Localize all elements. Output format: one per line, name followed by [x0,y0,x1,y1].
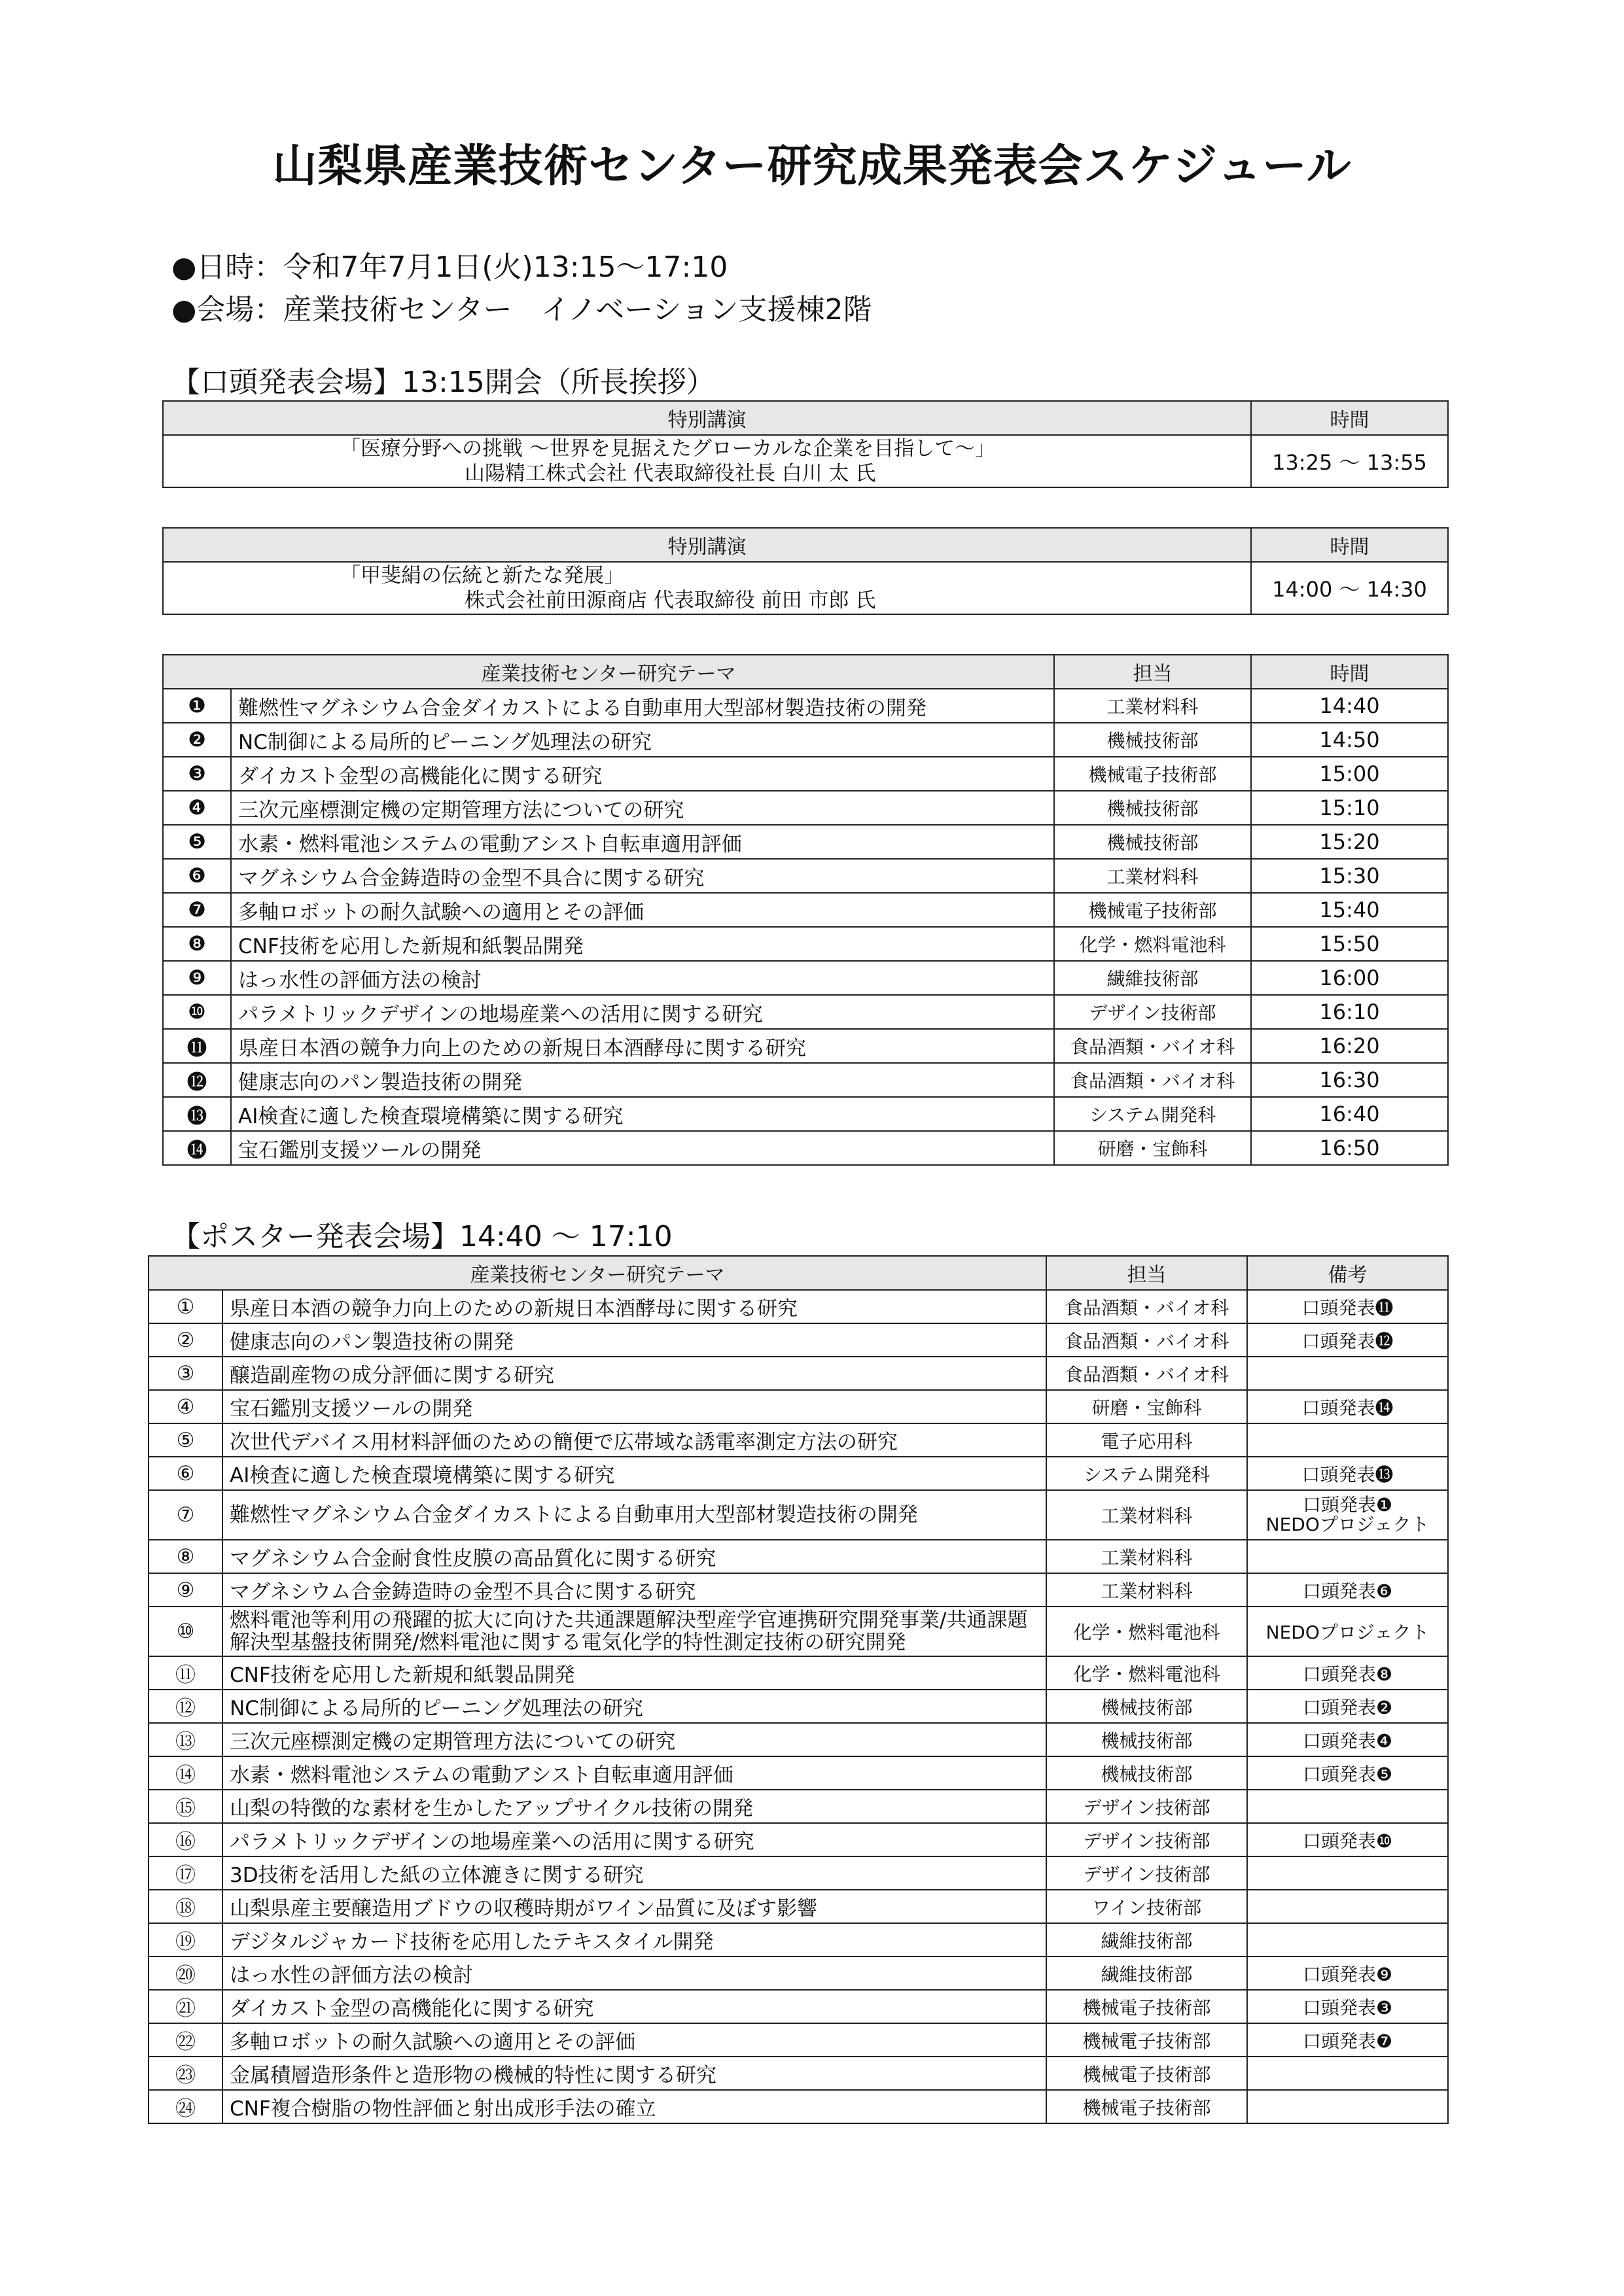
table-row [149,1457,1448,1490]
table-row [149,1923,1448,1957]
table-row [149,2090,1448,2123]
table-row [149,1823,1448,1856]
department: デザイン技術部 [1046,1856,1247,1890]
department: 機械電子技術部 [1046,2090,1247,2123]
row-number: ❺ [163,825,231,859]
table-row [149,1607,1448,1656]
remarks [1247,1540,1448,1573]
row-number: ⑧ [149,1540,222,1573]
department: 食品酒類・バイオ科 [1054,1029,1251,1063]
research-theme: 難燃性マグネシウム合金ダイカストによる自動車用大型部材製造技術の開発 [222,1490,1046,1540]
row-number: ⓬ [163,1063,231,1097]
presentation-time: 16:00 [1251,961,1448,995]
presentation-time: 14:40 [1251,689,1448,723]
dept-column-header: 担当 [1046,1256,1247,1290]
department: 機械電子技術部 [1054,893,1251,927]
event-date: ●日時：令和7年7月1日(火)13:15～17:10 [171,251,728,284]
table-row [149,1756,1448,1790]
department: 工業材料科 [1046,1490,1247,1540]
research-theme: 健康志向のパン製造技術の開発 [231,1063,1054,1097]
remarks [1247,1923,1448,1957]
row-number: ❶ [163,689,231,723]
research-theme: 多軸ロボットの耐久試験への適用とその評価 [231,893,1054,927]
table-row [149,1290,1448,1323]
department: 機械技術部 [1046,1690,1247,1723]
row-number: ① [149,1290,222,1323]
remark-line: NEDOプロジェクト [1265,1622,1430,1643]
table-row [163,757,1448,791]
presentation-time: 15:10 [1251,791,1448,825]
research-theme: 三次元座標測定機の定期管理方法についての研究 [222,1723,1046,1756]
department: 機械技術部 [1054,791,1251,825]
research-theme: マグネシウム合金耐食性皮膜の高品質化に関する研究 [222,1540,1046,1573]
presentation-time: 14:50 [1251,723,1448,757]
research-theme: 山梨県産主要醸造用ブドウの収穫時期がワイン品質に及ぼす影響 [222,1890,1046,1923]
remarks [1247,1756,1448,1790]
remark-line: 口頭発表⓫ [1301,1296,1394,1319]
department: デザイン技術部 [1046,1823,1247,1856]
table-row [149,1957,1448,1990]
remarks [1247,2090,1448,2123]
time-header: 時間 [1251,528,1448,562]
row-number: ⓫ [163,1029,231,1063]
research-theme: NC制御による局所的ピーニング処理法の研究 [222,1690,1046,1723]
lecture-speaker: 株式会社前田源商店 代表取締役 前田 市郎 氏 [465,589,876,612]
research-theme: 水素・燃料電池システムの電動アシスト自転車適用評価 [231,825,1054,859]
research-theme: 次世代デバイス用材料評価のための簡便で広帯域な誘電率測定方法の研究 [222,1423,1046,1457]
special-lecture-table-1 [162,400,1449,488]
table-row [149,1690,1448,1723]
remark-line: 口頭発表❾ [1302,1963,1393,1985]
presentation-time: 15:30 [1251,859,1448,893]
presentation-time: 16:50 [1251,1131,1448,1165]
row-number: ❻ [163,859,231,893]
research-theme: マグネシウム合金鋳造時の金型不具合に関する研究 [231,859,1054,893]
special-lecture-content [163,562,1251,614]
poster-section-heading: 【ポスター発表会場】14:40 ～ 17:10 [171,1220,673,1253]
special-lecture-table-2 [162,527,1449,615]
table-row [149,1890,1448,1923]
research-theme: 多軸ロボットの耐久試験への適用とその評価 [222,2023,1046,2057]
row-number: ㉒ [149,2023,222,2057]
department: 機械電子技術部 [1046,2023,1247,2057]
row-number: ❿ [163,995,231,1029]
research-theme: 健康志向のパン製造技術の開発 [222,1323,1046,1357]
remarks [1247,1723,1448,1756]
lecture-title: 「医療分野への挑戦 ～世界を見据えたグローカルな企業を目指して～」 [340,437,996,461]
row-number: ❼ [163,893,231,927]
department: 機械技術部 [1054,723,1251,757]
remarks [1247,1990,1448,2023]
research-theme: 県産日本酒の競争力向上のための新規日本酒酵母に関する研究 [222,1290,1046,1323]
department: 機械電子技術部 [1046,2057,1247,2090]
row-number: ⑲ [149,1923,222,1957]
row-number: ⑥ [149,1457,222,1490]
presentation-time: 15:40 [1251,893,1448,927]
lecture-time: 14:00 ～ 14:30 [1251,562,1448,614]
research-theme: 宝石鑑別支援ツールの開発 [231,1131,1054,1165]
department: 機械技術部 [1046,1756,1247,1790]
research-theme: CNF技術を応用した新規和紙製品開発 [231,927,1054,961]
remarks [1247,2023,1448,2057]
remarks [1247,1690,1448,1723]
remarks [1247,1423,1448,1457]
remark-line: 口頭発表❹ [1302,1730,1393,1752]
special-lecture-header: 特別講演 [163,528,1251,562]
remarks [1247,1290,1448,1323]
special-lecture-header: 特別講演 [163,401,1251,435]
remarks [1247,1823,1448,1856]
oral-schedule-table [162,654,1449,1166]
research-theme: デジタルジャカード技術を応用したテキスタイル開発 [222,1923,1046,1957]
research-theme: 宝石鑑別支援ツールの開発 [222,1390,1046,1423]
row-number: ⓮ [163,1131,231,1165]
row-number: ④ [149,1390,222,1423]
research-theme: 難燃性マグネシウム合金ダイカストによる自動車用大型部材製造技術の開発 [231,689,1054,723]
department: 工業材料科 [1054,859,1251,893]
research-theme: ダイカスト金型の高機能化に関する研究 [231,757,1054,791]
oral-section-heading: 【口頭発表会場】13:15開会（所長挨拶） [171,366,715,399]
remark-line: 口頭発表❿ [1302,1830,1393,1852]
remark-line-2: NEDOプロジェクト [1265,1514,1430,1535]
row-number: ⑪ [149,1656,222,1690]
remarks [1247,1790,1448,1823]
presentation-time: 16:20 [1251,1029,1448,1063]
research-theme: 3D技術を活用した紙の立体漉きに関する研究 [222,1856,1046,1890]
remark-line: 口頭発表❶ [1302,1494,1393,1516]
table-row [149,1540,1448,1573]
remark-line: 口頭発表❺ [1302,1763,1393,1785]
table-row [149,2057,1448,2090]
research-theme: 醸造副産物の成分評価に関する研究 [222,1357,1046,1390]
row-number: ③ [149,1357,222,1390]
department: 工業材料科 [1054,689,1251,723]
special-lecture-content [163,435,1251,487]
research-theme: パラメトリックデザインの地場産業への活用に関する研究 [231,995,1054,1029]
department: 繊維技術部 [1046,1957,1247,1990]
remarks [1247,1323,1448,1357]
table-row [163,995,1448,1029]
remarks [1247,1957,1448,1990]
remarks [1247,1490,1448,1540]
table-row [149,1323,1448,1357]
research-theme: NC制御による局所的ピーニング処理法の研究 [231,723,1054,757]
department: 工業材料科 [1046,1540,1247,1573]
presentation-time: 15:00 [1251,757,1448,791]
department: システム開発科 [1046,1457,1247,1490]
research-theme: 金属積層造形条件と造形物の機械的特性に関する研究 [222,2057,1046,2090]
table-row [163,1131,1448,1165]
lecture-speaker: 山陽精工株式会社 代表取締役社長 白川 太 氏 [465,462,876,485]
row-number: ⑩ [149,1607,222,1656]
row-number: ❾ [163,961,231,995]
department: 機械電子技術部 [1054,757,1251,791]
department: 機械技術部 [1046,1723,1247,1756]
research-theme: AI検査に適した検査環境構築に関する研究 [231,1097,1054,1131]
row-number: ⑱ [149,1890,222,1923]
remarks [1247,1390,1448,1423]
row-number: ❹ [163,791,231,825]
event-venue: ●会場：産業技術センター イノベーション支援棟2階 [171,293,872,326]
research-theme: 山梨の特徴的な素材を生かしたアップサイクル技術の開発 [222,1790,1046,1823]
department: 繊維技術部 [1054,961,1251,995]
department: 繊維技術部 [1046,1923,1247,1957]
row-number: ❸ [163,757,231,791]
theme-column-header: 産業技術センター研究テーマ [163,655,1054,689]
remarks [1247,1856,1448,1890]
department: デザイン技術部 [1054,995,1251,1029]
row-number: ㉑ [149,1990,222,2023]
table-row [149,1990,1448,2023]
research-theme: 燃料電池等利用の飛躍的拡大に向けた共通課題解決型産学官連携研究開発事業/共通課題解決型基盤技術開発/燃料電池に関する電気化学的特性測定技術の研究開発 [222,1607,1046,1656]
row-number: ⓭ [163,1097,231,1131]
presentation-time: 15:50 [1251,927,1448,961]
presentation-time: 16:40 [1251,1097,1448,1131]
department: 食品酒類・バイオ科 [1054,1063,1251,1097]
remark-line: 口頭発表❽ [1302,1663,1393,1685]
remarks [1247,1656,1448,1690]
presentation-time: 15:20 [1251,825,1448,859]
time-column-header: 時間 [1251,655,1448,689]
remark-line: 口頭発表❸ [1302,1996,1393,2019]
row-number: ⑮ [149,1790,222,1823]
remark-line: 口頭発表❷ [1302,1696,1393,1718]
row-number: ⑳ [149,1957,222,1990]
department: 化学・燃料電池科 [1054,927,1251,961]
row-number: ⑯ [149,1823,222,1856]
research-theme: CNF複合樹脂の物性評価と射出成形手法の確立 [222,2090,1046,2123]
presentation-time: 16:10 [1251,995,1448,1029]
table-row [149,1723,1448,1756]
row-number: ⑭ [149,1756,222,1790]
theme-column-header: 産業技術センター研究テーマ [149,1256,1046,1290]
table-row [163,791,1448,825]
table-row [163,825,1448,859]
department: ワイン技術部 [1046,1890,1247,1923]
research-theme: はっ水性の評価方法の検討 [231,961,1054,995]
department: 工業材料科 [1046,1573,1247,1607]
row-number: ⑤ [149,1423,222,1457]
department: 機械電子技術部 [1046,1990,1247,2023]
department: 研磨・宝飾科 [1054,1131,1251,1165]
table-row [163,893,1448,927]
row-number: ⑫ [149,1690,222,1723]
table-row [149,1656,1448,1690]
row-number: ⑬ [149,1723,222,1756]
table-row [149,1856,1448,1890]
remark-line: 口頭発表⓮ [1301,1397,1394,1419]
table-row [149,1357,1448,1390]
presentation-time: 16:30 [1251,1063,1448,1097]
remark-line: 口頭発表❻ [1302,1580,1393,1602]
row-number: ⑰ [149,1856,222,1890]
time-header: 時間 [1251,401,1448,435]
table-row [163,1029,1448,1063]
table-row [163,927,1448,961]
department: 化学・燃料電池科 [1046,1656,1247,1690]
table-row [149,1423,1448,1457]
department: 化学・燃料電池科 [1046,1607,1247,1656]
row-number: ㉓ [149,2057,222,2090]
research-theme: マグネシウム合金鋳造時の金型不具合に関する研究 [222,1573,1046,1607]
department: 食品酒類・バイオ科 [1046,1323,1247,1357]
table-row [149,1390,1448,1423]
row-number: ⑨ [149,1573,222,1607]
poster-schedule-table [148,1255,1449,2124]
page-title: 山梨県産業技術センター研究成果発表会スケジュール [272,141,1352,192]
table-row [163,1063,1448,1097]
table-row [149,1490,1448,1540]
lecture-title: 「甲斐絹の伝統と新たな発展」 [340,564,624,587]
row-number: ❷ [163,723,231,757]
remarks [1247,1357,1448,1390]
research-theme: 三次元座標測定機の定期管理方法についての研究 [231,791,1054,825]
dept-column-header: 担当 [1054,655,1251,689]
table-row [149,2023,1448,2057]
remark-line: 口頭発表❼ [1302,2030,1393,2052]
row-number: ❽ [163,927,231,961]
department: 食品酒類・バイオ科 [1046,1357,1247,1390]
row-number: ⑦ [149,1490,222,1540]
research-theme: ダイカスト金型の高機能化に関する研究 [222,1990,1046,2023]
remark-line: 口頭発表⓬ [1301,1330,1394,1352]
table-row [163,961,1448,995]
table-row [163,859,1448,893]
department: 食品酒類・バイオ科 [1046,1290,1247,1323]
department: デザイン技術部 [1046,1790,1247,1823]
remarks [1247,1890,1448,1923]
lecture-time: 13:25 ～ 13:55 [1251,435,1448,487]
department: 機械技術部 [1054,825,1251,859]
row-number: ② [149,1323,222,1357]
research-theme: AI検査に適した検査環境構築に関する研究 [222,1457,1046,1490]
department: 電子応用科 [1046,1423,1247,1457]
remarks [1247,1457,1448,1490]
table-row [149,1790,1448,1823]
remarks [1247,1607,1448,1656]
row-number: ㉔ [149,2090,222,2123]
research-theme: パラメトリックデザインの地場産業への活用に関する研究 [222,1823,1046,1856]
department: システム開発科 [1054,1097,1251,1131]
table-row [163,723,1448,757]
research-theme: 県産日本酒の競争力向上のための新規日本酒酵母に関する研究 [231,1029,1054,1063]
table-row [149,1573,1448,1607]
table-row [163,689,1448,723]
department: 研磨・宝飾科 [1046,1390,1247,1423]
table-row [163,1097,1448,1131]
remarks [1247,2057,1448,2090]
note-column-header: 備考 [1247,1256,1448,1290]
remark-line: 口頭発表⓭ [1301,1463,1394,1486]
research-theme: はっ水性の評価方法の検討 [222,1957,1046,1990]
remarks [1247,1573,1448,1607]
research-theme: CNF技術を応用した新規和紙製品開発 [222,1656,1046,1690]
research-theme: 水素・燃料電池システムの電動アシスト自転車適用評価 [222,1756,1046,1790]
